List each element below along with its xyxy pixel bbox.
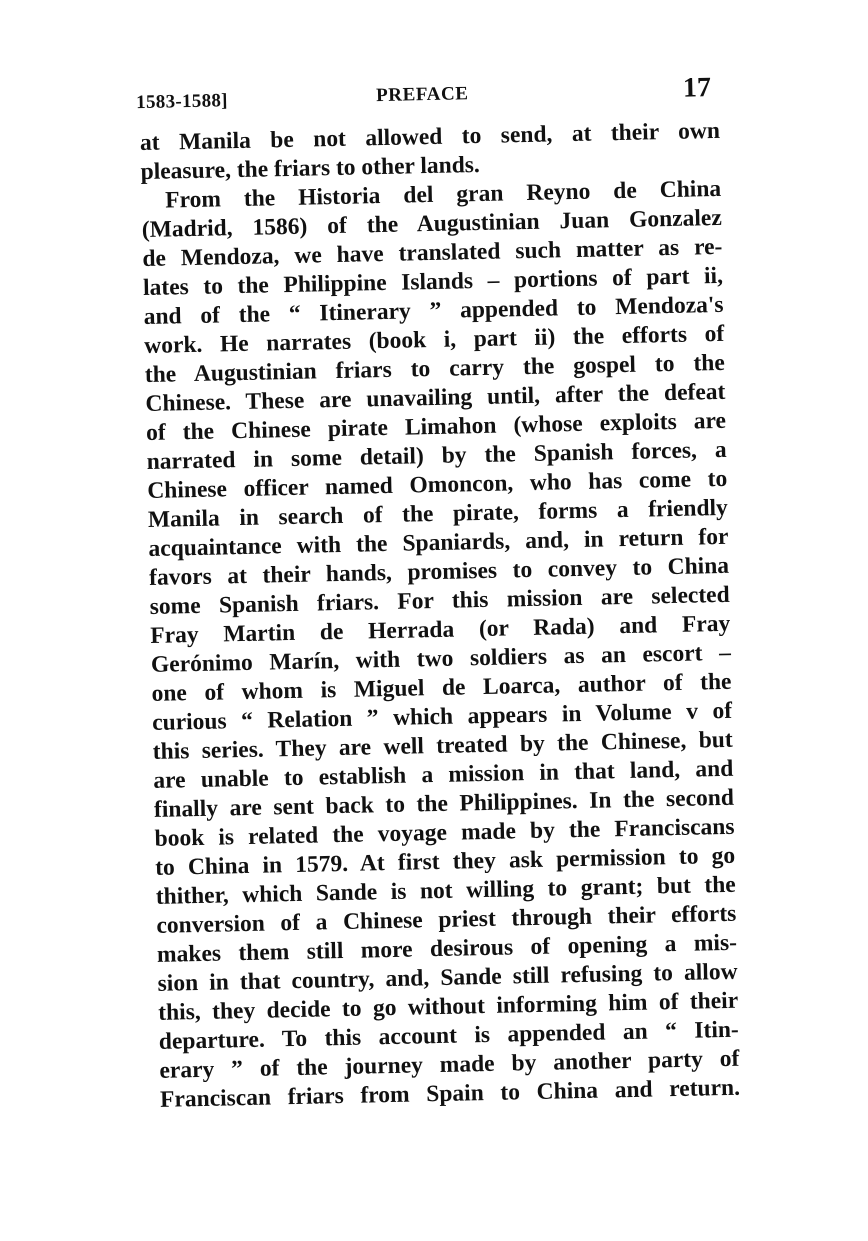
text-line: and of the “ Itinerary ” appended to Mendoza's (143, 291, 724, 331)
text-line: to China in 1579. At first they ask permission to go (154, 842, 736, 881)
text-line: this series. They are well treated by the Chinese, but (152, 726, 733, 765)
text-line: Franciscan friars from Spain to China and return. (159, 1074, 741, 1113)
text-line: work. He narrates (book i, part ii) the efforts of (144, 320, 725, 360)
text-line: at Manila be not allowed to send, at their own (139, 117, 721, 157)
body-text (140, 117, 741, 1115)
text-line: one of whom is Miguel de Loarca, author of the (151, 668, 732, 707)
text-line: curious “ Relation ” which appears in Volume v of (151, 697, 733, 736)
text-line: de Mendoza, we have translated such matter as re- (142, 233, 723, 273)
running-head-title: PREFACE (375, 83, 469, 107)
text-line: book is related the voyage made by the Franciscans (154, 813, 735, 852)
text-line: the Augustinian friars to carry the gospel to the (144, 349, 726, 388)
text-line: Chinese. These are unavailing until, after the defeat (145, 378, 726, 417)
text-line: Gerónimo Marín, with two soldiers as an escort – (150, 639, 732, 678)
text-line: erary ” of the journey made by another party of (159, 1045, 740, 1084)
text-line: thither, which Sande is not willing to grant; but the (155, 871, 736, 910)
text-line: departure. To this account is appended an “ Itin- (158, 1016, 740, 1055)
text-line: From the Historia del gran Reyno de China (164, 175, 722, 214)
text-line: makes them still more desirous of opening a mis- (156, 929, 738, 968)
running-head-date-range: 1583-1588] (135, 90, 229, 114)
running-head (136, 72, 712, 118)
text-line: sion in that country, and, Sande still refusing to allow (157, 958, 738, 997)
text-line: Manila in search of the pirate, forms a friendly (147, 494, 729, 533)
text-line: acquaintance with the Spaniards, and, in return for (148, 523, 729, 562)
text-line: are unable to establish a mission in that land, and (153, 755, 734, 794)
text-line: lates to the Philippine Islands – portions of part ii, (142, 262, 724, 302)
text-line: (Madrid, 1586) of the Augustinian Juan Gonzalez (141, 204, 722, 244)
text-line: finally are sent back to the Philippines. In the second (153, 784, 735, 823)
text-line: narrated in some detail) by the Spanish forces, a (146, 436, 727, 475)
text-line: some Spanish friars. For this mission are selected (149, 581, 730, 620)
text-line: Fray Martin de Herrada (or Rada) and Fray (150, 610, 731, 649)
text-line: of the Chinese pirate Limahon (whose exploits are (145, 407, 727, 446)
page-number: 17 (682, 72, 712, 104)
text-line: conversion of a Chinese priest through their efforts (156, 900, 737, 939)
text-line: pleasure, the friars to other lands. (140, 151, 481, 186)
text-line: Chinese officer named Omoncon, who has come to (147, 465, 728, 504)
text-line: this, they decide to go without informing him of their (157, 987, 739, 1026)
text-line: favors at their hands, promises to convey to China (148, 552, 730, 591)
